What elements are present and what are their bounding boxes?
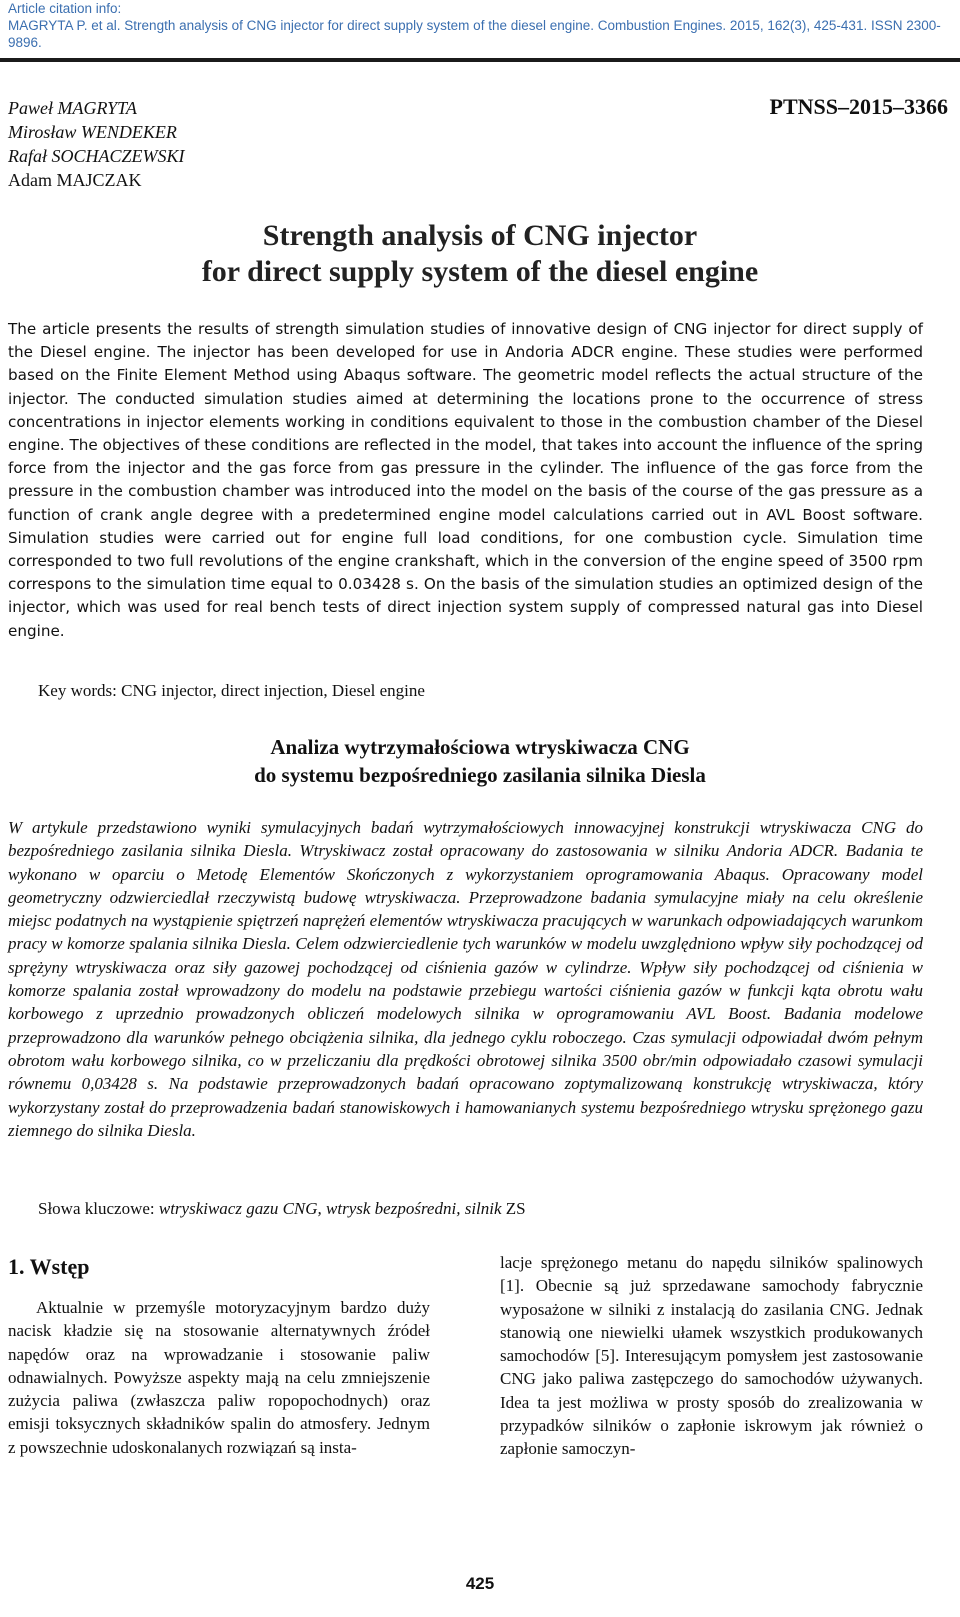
- title-line: for direct supply system of the diesel engine: [201, 255, 759, 288]
- title-line: Strength analysis of CNG injector: [262, 219, 698, 252]
- author-name: Rafał SOCHACZEWSKI: [8, 146, 185, 166]
- keywords-text: wtryskiwacz gazu CNG, wtrysk bezpośredni, silnik: [158, 1199, 506, 1218]
- body-paragraph: Aktualnie w przemyśle motoryzacyjnym bardzo duży nacisk kładzie się na stosowanie alternatywnych źródeł napędów oraz na wprowadzanie i stosowanie paliw odnawialnych. Powyższe aspekty mają na celu zmniejszenie zużycia paliwa (zwłaszcza paliw ropopochodnych) oraz emisji toksycznych składników spalin do atmosfery. Jednym z powszechnie udoskonalanych rozwiązań są insta-: [8, 1298, 430, 1457]
- citation-label: Article citation info:: [8, 1, 122, 16]
- header-rule: [0, 58, 960, 62]
- abstract-english: The article presents the results of strength simulation studies of innovative design of CNG injector for direct supply of the Diesel engine. The injector has been developed for use in Andoria ADCR engine. These studies were performed based on the Finite Element Method using Abaqus software. The geometric model reflects the actual structure of the injector. The conducted simulation studies aimed at determining the locations prone to the occurrence of stress concentrations in injector elements working in conditions equivalent to those in the combustion chamber of the Diesel engine. The objectives of these conditions are reflected in the model, that takes into account the influence of the spring force from the injector and the gas force from gas pressure in the cylinder. The influence of the gas force from the pressure in the combustion chamber was introduced into the model on the basis of the course of the gas pressure as a function of crank angle degree with a predetermined engine model calculations carried out in AVL Boost software. Simulation studies were carried out for engine full load conditions, for one combustion cycle. Simulation time corresponded to two full revolutions of the engine crankshaft, which in the conversion of the engine speed of 3500 rpm correspons to the simulation time equal to 0.03428 s. On the basis of the simulation studies an optimized design of the injector, which was used for real bench tests of direct injection system supply of compressed natural gas into Diesel engine.: [8, 320, 923, 640]
- section-heading: 1. Wstęp: [8, 1254, 90, 1279]
- author-list: [8, 96, 185, 192]
- citation-block: [8, 0, 948, 51]
- author-name: Mirosław WENDEKER: [8, 122, 177, 142]
- author-name: Paweł MAGRYTA: [8, 98, 137, 118]
- keywords-label: Słowa kluczowe:: [38, 1199, 159, 1218]
- page-number: 425: [465, 1574, 495, 1593]
- right-column: [500, 1251, 923, 1461]
- paper-code: PTNSS–2015–3366: [769, 94, 948, 119]
- title-line: Analiza wytrzymałościowa wtryskiwacza CNG: [270, 735, 690, 759]
- citation-reference: MAGRYTA P. et al. Strength analysis of CNG injector for direct supply system of the diesel engine. Combustion Engines. 2015, 162(3), 425-431. ISSN 2300-9896.: [8, 18, 941, 50]
- keywords-english: Key words: CNG injector, direct injection, Diesel engine: [38, 681, 425, 700]
- paper-title-english: [0, 218, 960, 290]
- paper-title-polish: [0, 733, 960, 789]
- abstract-polish: W artykule przedstawiono wyniki symulacyjnych badań wytrzymałościowych innowacyjnej konstrukcji wtryskiwacza CNG do bezpośredniego zasilania silnika Diesla. Wtryskiwacz został opracowany do zastosowania w silniku Andoria ADCR. Badania te wykonano w oparciu o Metodę Elementów Skończonych z wykorzystaniem oprogramowania Abaqus. Opracowany model geometryczny odzwierciedlał rzeczywistą budowę wtryskiwacza. Przeprowadzone badania symulacyjne miały na celu określenie miejsc podatnych na wystąpienie spiętrzeń naprężeń elementów wtryskiwacza pracujących w warunkach odpowiadających warunkom pracy w komorze spalania silnika Diesla. Celem odzwierciedlenie tych warunków w modelu uwzględniono wpływ siły pochodzącej od sprężyny wtryskiwacza oraz siły gazowej pochodzącej od ciśnienia gazów w cylindrze. Wpływ siły pochodzącej od ciśnienia w komorze spalania został wprowadzony do modelu na podstawie przebiegu wartości ciśnienia gazów w funkcji kąta obrotu wału korbowego z uprzednio prowadzonych obliczeń modelowych silnika w oprogramowaniu AVL Boost. Badania modelowe przeprowadzono dla warunków pełnego obciążenia silnika, dla jednego cyklu roboczego. Czas symulacji odpowiadał dwóm pełnym obrotom wału korbowego silnika, co w przeliczaniu dla prędkości obrotowej silnika 3500 obr/min odpowiadało czasowi symulacji równemu 0,03428 s. Na podstawie przeprowadzonych badań opracowano zoptymalizowaną konstrukcję wtryskiwacza, który wykorzystany został do przeprowadzenia badań stanowiskowych i hamowanianych systemu bezpośredniego wtrysku sprężonego gazu ziemnego do silnika Diesla.: [8, 818, 923, 1140]
- keywords-tail: ZS: [505, 1199, 526, 1218]
- title-line: do systemu bezpośredniego zasilania silnika Diesla: [254, 763, 706, 787]
- author-name: Adam MAJCZAK: [8, 170, 142, 190]
- keywords-polish: [38, 1199, 526, 1219]
- left-column: [8, 1254, 430, 1459]
- body-paragraph: lacje sprężonego metanu do napędu silników spalinowych [1]. Obecnie są już sprzedawane samochody fabrycznie wyposażone w silniki z instalacją do zasilania CNG. Jednak stanowią one niewielki ułamek wszystkich produkowanych samochodów [5]. Interesującym pomysłem jest zastosowanie CNG jako paliwa zastępczego do samochodów używanych. Idea ta jest możliwa w prosty sposób do zrealizowania w przypadków silników o zapłonie iskrowym jak również o zapłonie samoczyn-: [500, 1253, 923, 1459]
